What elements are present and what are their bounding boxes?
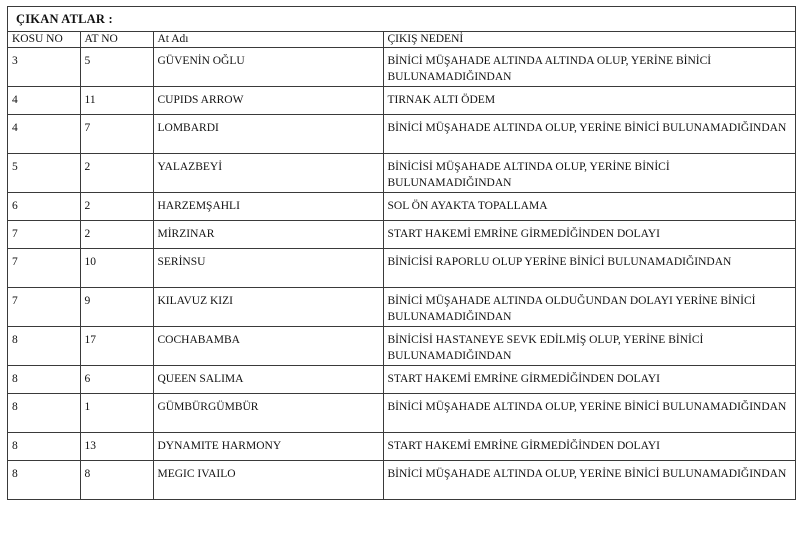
- cell-cikis-nedeni: BİNİCİSİ RAPORLU OLUP YERİNE BİNİCİ BULUNAMADIĞINDAN: [383, 249, 795, 288]
- cell-cikis-nedeni: BİNİCİ MÜŞAHADE ALTINDA OLUP, YERİNE BİNİCİ BULUNAMADIĞINDAN: [383, 394, 795, 433]
- cell-kosu-no: 6: [8, 193, 80, 221]
- table-row: [8, 461, 795, 500]
- cell-cikis-nedeni: BİNİCİSİ MÜŞAHADE ALTINDA OLUP, YERİNE BİNİCİ BULUNAMADIĞINDAN: [383, 154, 795, 193]
- cell-at-adi: QUEEN SALIMA: [153, 366, 383, 394]
- cell-cikis-nedeni: START HAKEMİ EMRİNE GİRMEDİĞİNDEN DOLAYI: [383, 433, 795, 461]
- cell-at-adi: HARZEMŞAHLI: [153, 193, 383, 221]
- header-at-adi: At Adı: [153, 32, 383, 48]
- cell-at-no: 9: [80, 288, 153, 327]
- cell-cikis-nedeni: BİNİCİSİ HASTANEYE SEVK EDİLMİŞ OLUP, YERİNE BİNİCİ BULUNAMADIĞINDAN: [383, 327, 795, 366]
- cell-at-adi: DYNAMITE HARMONY: [153, 433, 383, 461]
- cell-kosu-no: 8: [8, 327, 80, 366]
- cell-at-adi: SERİNSU: [153, 249, 383, 288]
- cell-kosu-no: 7: [8, 288, 80, 327]
- cell-kosu-no: 4: [8, 115, 80, 154]
- cell-cikis-nedeni: BİNİCİ MÜŞAHADE ALTINDA OLDUĞUNDAN DOLAYI YERİNE BİNİCİ BULUNAMADIĞINDAN: [383, 288, 795, 327]
- table-row: [8, 433, 795, 461]
- cell-cikis-nedeni: BİNİCİ MÜŞAHADE ALTINDA OLUP, YERİNE BİNİCİ BULUNAMADIĞINDAN: [383, 115, 795, 154]
- cell-cikis-nedeni: BİNİCİ MÜŞAHADE ALTINDA ALTINDA OLUP, YERİNE BİNİCİ BULUNAMADIĞINDAN: [383, 48, 795, 87]
- cell-cikis-nedeni: START HAKEMİ EMRİNE GİRMEDİĞİNDEN DOLAYI: [383, 366, 795, 394]
- cell-at-adi: GÜVENİN OĞLU: [153, 48, 383, 87]
- cell-kosu-no: 8: [8, 366, 80, 394]
- cell-kosu-no: 8: [8, 433, 80, 461]
- cell-at-no: 8: [80, 461, 153, 500]
- cell-cikis-nedeni: TIRNAK ALTI ÖDEM: [383, 87, 795, 115]
- cell-at-no: 5: [80, 48, 153, 87]
- cell-at-no: 1: [80, 394, 153, 433]
- table-row: [8, 87, 795, 115]
- cell-kosu-no: 5: [8, 154, 80, 193]
- cell-at-adi: YALAZBEYİ: [153, 154, 383, 193]
- cell-at-adi: GÜMBÜRGÜMBÜR: [153, 394, 383, 433]
- header-cikis-nedeni: ÇIKIŞ NEDENİ: [383, 32, 795, 48]
- table-row: [8, 327, 795, 366]
- cell-kosu-no: 7: [8, 221, 80, 249]
- cell-kosu-no: 7: [8, 249, 80, 288]
- cell-at-no: 10: [80, 249, 153, 288]
- cell-at-no: 2: [80, 221, 153, 249]
- cell-at-adi: LOMBARDI: [153, 115, 383, 154]
- table-row: [8, 288, 795, 327]
- table-row: [8, 394, 795, 433]
- cell-kosu-no: 4: [8, 87, 80, 115]
- cell-at-no: 11: [80, 87, 153, 115]
- cell-kosu-no: 8: [8, 461, 80, 500]
- table-row: [8, 48, 795, 87]
- cell-at-no: 6: [80, 366, 153, 394]
- cell-cikis-nedeni: SOL ÖN AYAKTA TOPALLAMA: [383, 193, 795, 221]
- header-kosu-no: KOSU NO: [8, 32, 80, 48]
- table-header-row: [8, 32, 795, 48]
- cell-kosu-no: 3: [8, 48, 80, 87]
- section-title: ÇIKAN ATLAR :: [8, 7, 795, 32]
- cell-at-no: 2: [80, 154, 153, 193]
- cell-at-adi: MİRZINAR: [153, 221, 383, 249]
- cell-at-adi: COCHABAMBA: [153, 327, 383, 366]
- scratched-horses-table: [8, 32, 795, 500]
- cell-at-no: 2: [80, 193, 153, 221]
- table-row: [8, 249, 795, 288]
- scratched-horses-panel: [7, 6, 796, 500]
- header-at-no: AT NO: [80, 32, 153, 48]
- cell-kosu-no: 8: [8, 394, 80, 433]
- cell-cikis-nedeni: BİNİCİ MÜŞAHADE ALTINDA OLUP, YERİNE BİNİCİ BULUNAMADIĞINDAN: [383, 461, 795, 500]
- table-row: [8, 193, 795, 221]
- cell-at-no: 7: [80, 115, 153, 154]
- cell-at-adi: CUPIDS ARROW: [153, 87, 383, 115]
- table-row: [8, 154, 795, 193]
- table-row: [8, 366, 795, 394]
- cell-at-no: 17: [80, 327, 153, 366]
- table-row: [8, 115, 795, 154]
- cell-at-no: 13: [80, 433, 153, 461]
- cell-cikis-nedeni: START HAKEMİ EMRİNE GİRMEDİĞİNDEN DOLAYI: [383, 221, 795, 249]
- cell-at-adi: KILAVUZ KIZI: [153, 288, 383, 327]
- table-row: [8, 221, 795, 249]
- cell-at-adi: MEGIC IVAILO: [153, 461, 383, 500]
